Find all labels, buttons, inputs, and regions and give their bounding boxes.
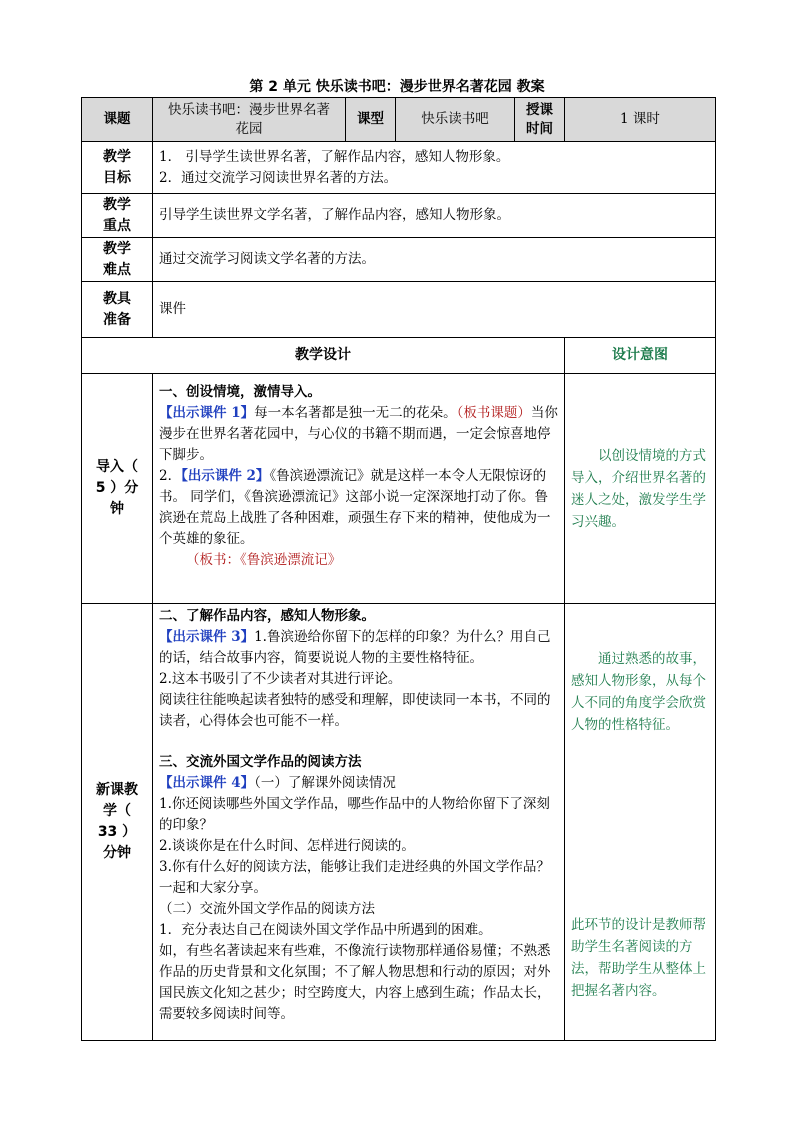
key-label: 教学重点 xyxy=(82,194,153,238)
tools-label: 教具准备 xyxy=(82,282,153,338)
intro-paragraph-2: 2．【出示课件 2】《鲁滨逊漂流记》就是这样一本令人无限惊讶的书。 同学们，《鲁滨逊漂流记》这部小说一定深深地打动了你。鲁滨逊在荒岛上战胜了各种困难，顽强生存下来的精神，使他成为一个英雄的象征。 xyxy=(159,468,551,547)
time-label: 授课时间 xyxy=(515,98,565,142)
goal-2: 2．通过交流学习阅读世界名著的方法。 xyxy=(159,169,398,186)
tools-value: 课件 xyxy=(153,282,716,338)
intro-board: （板书：《鲁滨逊漂流记》 xyxy=(186,552,342,568)
design-header: 教学设计 xyxy=(82,338,565,374)
goals-cell xyxy=(153,142,716,194)
intro-row xyxy=(82,374,716,604)
lesson-value: 快乐读书吧：漫步世界名著花园 xyxy=(153,98,346,142)
difficulty-value: 通过交流学习阅读文学名著的方法。 xyxy=(153,238,716,282)
ppt-4: 【出示课件 4】 xyxy=(159,775,255,791)
intro-intent: 以创设情境的方式导入，介绍世界名著的迷人之处，激发学生学习兴趣。 xyxy=(565,374,716,604)
key-value: 引导学生读世界文学名著，了解作品内容，感知人物形象。 xyxy=(153,194,716,238)
ppt-3: 【出示课件 3】 xyxy=(159,629,255,645)
new-lesson-label: 新课教学（ 33 ）分钟 xyxy=(82,604,153,1041)
intro-heading: 一、创设情境，激情导入。 xyxy=(159,384,321,400)
difficulty-row xyxy=(82,238,716,282)
key-row xyxy=(82,194,716,238)
type-label: 课型 xyxy=(346,98,396,142)
intro-label: 导入（ 5 ）分钟 xyxy=(82,374,153,604)
section-3-item-5: 如，有些名著读起来有些难，不像流行读物那样通俗易懂；不熟悉作品的历史背景和文化氛围；不了解人物思想和行动的原因；对外国民族文化知之甚少；时空跨度大，内容上感到生疏；作品太长，需要较多阅读时间等。 xyxy=(159,943,551,1022)
header-row xyxy=(82,98,716,142)
goals-label: 教学目标 xyxy=(82,142,153,194)
intent-header: 设计意图 xyxy=(565,338,716,374)
new-lesson-intent xyxy=(565,604,716,1041)
tools-row xyxy=(82,282,716,338)
section-2-paragraph-2: 2.这本书吸引了不少读者对其进行评论。 xyxy=(159,671,402,687)
new-lesson-row xyxy=(82,604,716,1041)
intro-content xyxy=(153,374,565,604)
time-value: 1 课时 xyxy=(565,98,716,142)
lesson-label: 课题 xyxy=(82,98,153,142)
intro-paragraph-1: 【出示课件 1】每一本名著都是独一无二的花朵。（板书课题）当你漫步在世界名著花园中，与心仪的书籍不期而遇，一定会惊喜地停下脚步。 xyxy=(159,405,558,463)
section-3-item-2: 2.谈谈你是在什么时间、怎样进行阅读的。 xyxy=(159,838,415,854)
goals-row xyxy=(82,142,716,194)
section-2-paragraph-1: 【出示课件 3】1.鲁滨逊给你留下的怎样的印象？为什么？用自己的话，结合故事内容，简要说说人物的主要性格特征。 xyxy=(159,629,551,666)
new-lesson-intent-1: 通过熟悉的故事，感知人物形象，从每个人不同的角度学会欣赏人物的性格特征。 xyxy=(571,651,706,733)
design-header-row xyxy=(82,338,716,374)
goal-1: 1． 引导学生读世界名著，了解作品内容，感知人物形象。 xyxy=(159,148,510,165)
ppt-1: 【出示课件 1】 xyxy=(159,405,255,421)
type-value: 快乐读书吧 xyxy=(396,98,515,142)
section-3-sub-1: 【出示课件 4】（一）了解课外阅读情况 xyxy=(159,775,396,791)
new-lesson-intent-2: 此环节的设计是教师帮助学生名著阅读的方法，帮助学生从整体上把握名著内容。 xyxy=(571,917,706,999)
difficulty-label: 教学难点 xyxy=(82,238,153,282)
section-3-heading: 三、交流外国文学作品的阅读方法 xyxy=(159,754,362,770)
section-3-item-4: 1．充分表达自己在阅读外国文学作品中所遇到的困难。 xyxy=(159,922,492,938)
lesson-plan-table xyxy=(81,97,716,1041)
ppt-2: 【出示课件 2】 xyxy=(181,468,270,484)
section-3-sub-2: （二）交流外国文学作品的阅读方法 xyxy=(159,901,375,917)
section-3-item-3: 3.你有什么好的阅读方法，能够让我们走进经典的外国文学作品？一起和大家分享。 xyxy=(159,859,550,896)
document-title: 第 2 单元 快乐读书吧：漫步世界名著花园 教案 xyxy=(249,79,545,95)
section-2-paragraph-3: 阅读往往能唤起读者独特的感受和理解，即使读同一本书，不同的读者，心得体会也可能不一样。 xyxy=(159,692,551,729)
section-2-heading: 二、了解作品内容，感知人物形象。 xyxy=(159,608,375,624)
section-3-item-1: 1.你还阅读哪些外国文学作品，哪些作品中的人物给你留下了深刻的印象？ xyxy=(159,796,550,833)
new-lesson-content xyxy=(153,604,565,1041)
